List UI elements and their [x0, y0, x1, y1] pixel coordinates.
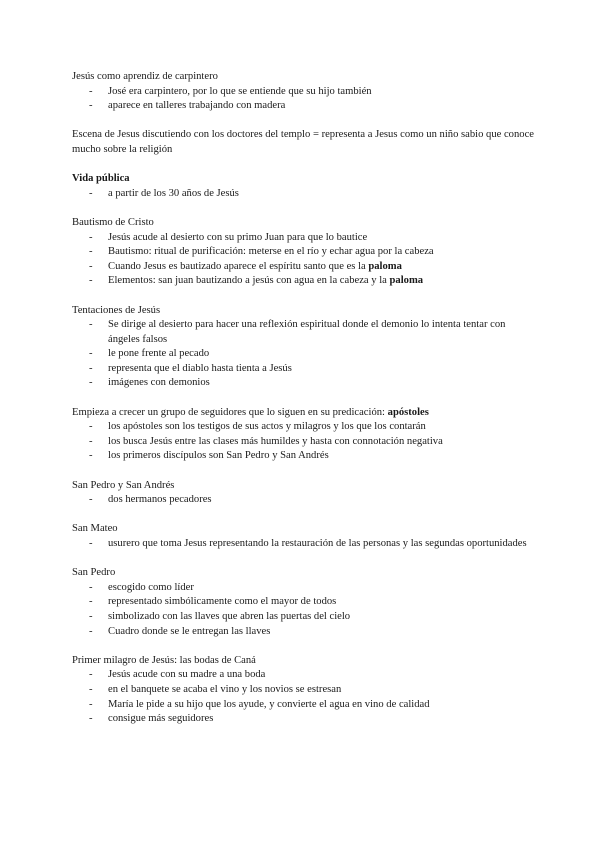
note-section [72, 479, 534, 508]
dash-bullet-icon: - [89, 377, 93, 389]
list-item-text: Se dirige al desierto para hacer una reflexión espiritual donde el demonio lo intenta tentar con ángeles falsos [108, 319, 506, 345]
list-item [72, 610, 534, 625]
dash-bullet-icon: - [89, 683, 93, 695]
list-item [72, 231, 534, 246]
dash-bullet-icon: - [89, 581, 93, 593]
list-item-text: Jesús acude al desierto con su primo Juan para que lo bautice [108, 231, 368, 243]
dash-bullet-icon: - [89, 319, 93, 331]
list-item [72, 274, 534, 289]
dash-bullet-icon: - [89, 246, 93, 258]
bullet-list [72, 187, 534, 202]
note-section [72, 654, 534, 727]
bold-term: apóstoles [387, 406, 429, 418]
note-section [72, 304, 534, 392]
note-section [72, 522, 534, 551]
dash-bullet-icon: - [89, 85, 93, 97]
section-spacer [72, 391, 534, 406]
list-item-text: en el banquete se acaba el vino y los novios se estresan [108, 683, 342, 695]
list-item-text: imágenes con demonios [108, 377, 210, 389]
bullet-list [72, 420, 534, 464]
section-spacer [72, 289, 534, 304]
list-item-text: José era carpintero, por lo que se entiende que su hijo también [108, 85, 372, 97]
list-item [72, 449, 534, 464]
list-item-text: María le pide a su hijo que los ayude, y convierte el agua en vino de calidad [108, 698, 430, 710]
list-item-text: Cuadro donde se le entregan las llaves [108, 625, 271, 637]
section-title: Vida pública [72, 173, 130, 185]
dash-bullet-icon: - [89, 275, 93, 287]
list-item [72, 595, 534, 610]
list-item [72, 99, 534, 114]
section-spacer [72, 464, 534, 479]
dash-bullet-icon: - [89, 596, 93, 608]
note-section [72, 216, 534, 289]
list-item [72, 85, 534, 100]
section-spacer [72, 158, 534, 173]
section-title: San Mateo [72, 523, 118, 535]
list-item [72, 581, 534, 596]
list-item [72, 683, 534, 698]
list-item [72, 668, 534, 683]
dash-bullet-icon: - [89, 494, 93, 506]
section-title: Tentaciones de Jesús [72, 304, 161, 316]
dash-bullet-icon: - [89, 625, 93, 637]
dash-bullet-icon: - [89, 421, 93, 433]
section-title: Jesús como aprendiz de carpintero [72, 71, 218, 82]
list-item-text: Cuando Jesus es bautizado aparece el espíritu santo que es la paloma [108, 260, 402, 272]
list-item-text: consigue más seguidores [108, 713, 214, 725]
note-section [72, 172, 534, 201]
section-title: San Pedro y San Andrés [72, 479, 175, 491]
section-title: Escena de Jesus discutiendo con los doctores del templo = representa a Jesus como un niño sabio que conoce mucho sobre la religión [72, 129, 534, 155]
section-spacer [72, 552, 534, 567]
list-item-text: dos hermanos pecadores [108, 494, 212, 506]
dash-bullet-icon: - [89, 100, 93, 112]
note-section [72, 70, 534, 114]
document-content [72, 70, 534, 727]
list-item-text: los apóstoles son los testigos de sus actos y milagros y los que los contarán [108, 421, 426, 433]
dash-bullet-icon: - [89, 450, 93, 462]
note-section [72, 566, 534, 639]
section-title: Empieza a crecer un grupo de seguidores que lo siguen en su predicación: apóstoles [72, 406, 429, 418]
bullet-list [72, 581, 534, 639]
dash-bullet-icon: - [89, 435, 93, 447]
list-item [72, 347, 534, 362]
note-section [72, 406, 534, 464]
list-item-text: Elementos: san juan bautizando a jesús con agua en la cabeza y la paloma [108, 275, 424, 287]
section-spacer [72, 114, 534, 129]
list-item-text: le pone frente al pecado [108, 348, 210, 360]
list-item-text: representa que el diablo hasta tienta a Jesús [108, 362, 292, 374]
bullet-list [72, 231, 534, 289]
bold-term: paloma [389, 275, 424, 287]
list-item [72, 260, 534, 275]
bullet-list [72, 537, 534, 552]
list-item-text: simbolizado con las llaves que abren las puertas del cielo [108, 610, 351, 622]
section-title: Primer milagro de Jesús: las bodas de Caná [72, 654, 256, 666]
dash-bullet-icon: - [89, 187, 93, 199]
bullet-list [72, 493, 534, 508]
list-item-text: los busca Jesús entre las clases más humildes y hasta con connotación negativa [108, 435, 443, 447]
note-section [72, 128, 534, 157]
section-spacer [72, 201, 534, 216]
list-item [72, 625, 534, 640]
dash-bullet-icon: - [89, 362, 93, 374]
section-title: Bautismo de Cristo [72, 216, 154, 228]
list-item-text: aparece en talleres trabajando con madera [108, 100, 286, 112]
dash-bullet-icon: - [89, 260, 93, 272]
list-item [72, 187, 534, 202]
list-item-text: Jesús acude con su madre a una boda [108, 669, 266, 681]
list-item-text: Bautismo: ritual de purificación: meterse en el río y echar agua por la cabeza [108, 246, 434, 258]
section-spacer [72, 639, 534, 654]
list-item [72, 318, 534, 347]
bullet-list [72, 85, 534, 114]
section-spacer [72, 508, 534, 523]
list-item [72, 420, 534, 435]
list-item [72, 245, 534, 260]
list-item [72, 493, 534, 508]
list-item-text: escogido como líder [108, 581, 194, 593]
dash-bullet-icon: - [89, 669, 93, 681]
dash-bullet-icon: - [89, 231, 93, 243]
list-item [72, 537, 534, 552]
dash-bullet-icon: - [89, 348, 93, 360]
list-item [72, 362, 534, 377]
dash-bullet-icon: - [89, 713, 93, 725]
list-item-text: a partir de los 30 años de Jesús [108, 187, 239, 199]
list-item [72, 376, 534, 391]
dash-bullet-icon: - [89, 610, 93, 622]
section-title: San Pedro [72, 567, 116, 579]
dash-bullet-icon: - [89, 698, 93, 710]
list-item [72, 435, 534, 450]
list-item-text: representado simbólicamente como el mayor de todos [108, 596, 337, 608]
list-item [72, 698, 534, 713]
bullet-list [72, 318, 534, 391]
bullet-list [72, 668, 534, 726]
list-item-text: usurero que toma Jesus representando la restauración de las personas y las segundas oportunidades [108, 538, 527, 549]
list-item [72, 712, 534, 727]
list-item-text: los primeros discípulos son San Pedro y San Andrés [108, 450, 329, 462]
dash-bullet-icon: - [89, 538, 93, 549]
bold-term: paloma [368, 260, 402, 272]
